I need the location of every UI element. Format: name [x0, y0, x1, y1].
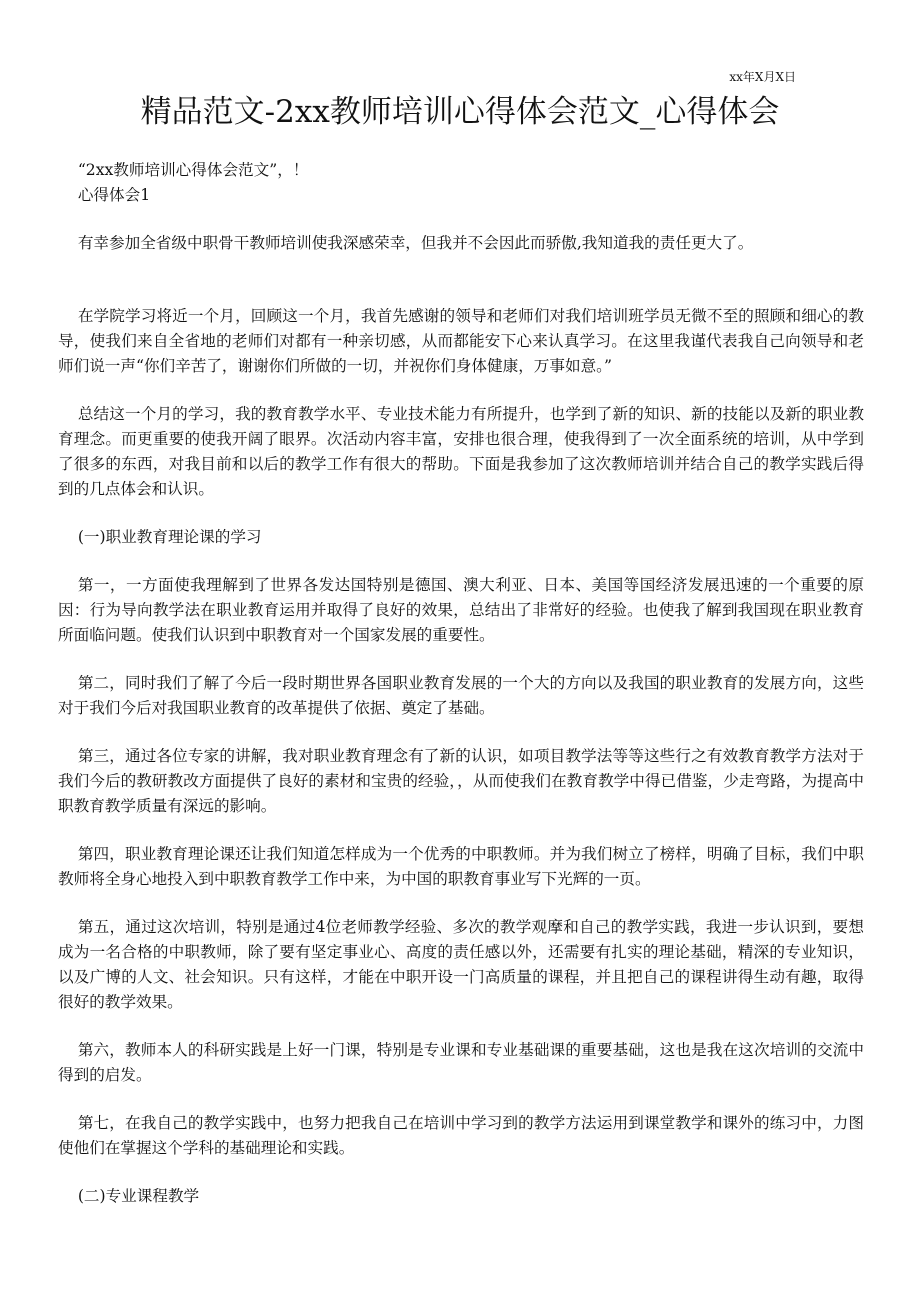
paragraph-point-2: 第二，同时我们了解了今后一段时期世界各国职业教育发展的一个大的方向以及我国的职业教育的发展方向，这些对于我们今后对我国职业教育的改革提供了依据、奠定了基础。: [58, 674, 864, 717]
paragraph-summary: 总结这一个月的学习，我的教育教学水平、专业技术能力有所提升，也学到了新的知识、新的技能以及新的职业教育理念。而更重要的使我开阔了眼界。次活动内容丰富，安排也很合理，使我得到了一次全面系统的培训，从中学到了很多的东西，对我目前和以后的教学工作有很大的帮助。下面是我参加了这次教师培训并结合自己的教学实践后得到的几点体会和认识。: [58, 405, 864, 498]
paragraph-point-4: 第四，职业教育理论课还让我们知道怎样成为一个优秀的中职教师。并为我们树立了榜样，明确了目标，我们中职教师将全身心地投入到中职教育教学工作中来，为中国的职教育事业写下光辉的一页。: [58, 845, 864, 888]
paragraph-point-1: 第一，一方面使我理解到了世界各发达国特别是德国、澳大利亚、日本、美国等国经济发展迅速的一个重要的原因：行为导向教学法在职业教育运用并取得了良好的效果，总结出了非常好的经验。也使我了解到我国现在职业教育所面临问题。使我们认识到中职教育对一个国家发展的重要性。: [58, 576, 864, 644]
paragraph-point-5: 第五，通过这次培训，特别是通过4位老师教学经验、多次的教学观摩和自己的教学实践，我进一步认识到，要想成为一名合格的中职教师，除了要有坚定事业心、高度的责任感以外，还需要有扎实的理论基础，精深的专业知识，以及广博的人文、社会知识。只有这样，才能在中职开设一门高质量的课程，并且把自己的课程讲得生动有趣，取得很好的教学效果。: [58, 918, 864, 1011]
document-date: xx年X月X日: [729, 70, 796, 84]
paragraph-quote-title: “2xx教师培训心得体会范文”，！: [77, 161, 309, 179]
section-heading-course: (二)专业课程教学: [77, 1187, 200, 1205]
document-body: [58, 158, 864, 1232]
paragraph-heading-1: 心得体会1: [77, 186, 151, 204]
paragraph-intro: 有幸参加全省级中职骨干教师培训使我深感荣幸，但我并不会因此而骄傲,我知道我的责任更大了。: [77, 234, 754, 252]
section-heading-theory: (一)职业教育理论课的学习: [77, 528, 262, 546]
document-title: 精品范文-2xx教师培训心得体会范文_心得体会: [140, 94, 780, 130]
paragraph-point-3: 第三，通过各位专家的讲解，我对职业教育理念有了新的认识，如项目教学法等等这些行之有效教育教学方法对于我们今后的教研教改方面提供了良好的素材和宝贵的经验，，从而使我们在教育教学中得已借鉴，少走弯路，为提高中职教育教学质量有深远的影响。: [58, 747, 864, 815]
paragraph-thanks: 在学院学习将近一个月，回顾这一个月，我首先感谢的领导和老师们对我们培训班学员无微不至的照顾和细心的教导，使我们来自全省地的老师们对都有一种亲切感，从而都能安下心来认真学习。在这里我谨代表我自己向领导和老师们说一声“你们辛苦了，谢谢你们所做的一切，并祝你们身体健康，万事如意。”: [58, 307, 864, 375]
paragraph-point-6: 第六，教师本人的科研实践是上好一门课，特别是专业课和专业基础课的重要基础，这也是我在这次培训的交流中得到的启发。: [58, 1041, 864, 1084]
paragraph-point-7: 第七，在我自己的教学实践中，也努力把我自己在培训中学习到的教学方法运用到课堂教学和课外的练习中，力图使他们在掌握这个学科的基础理论和实践。: [58, 1114, 864, 1157]
